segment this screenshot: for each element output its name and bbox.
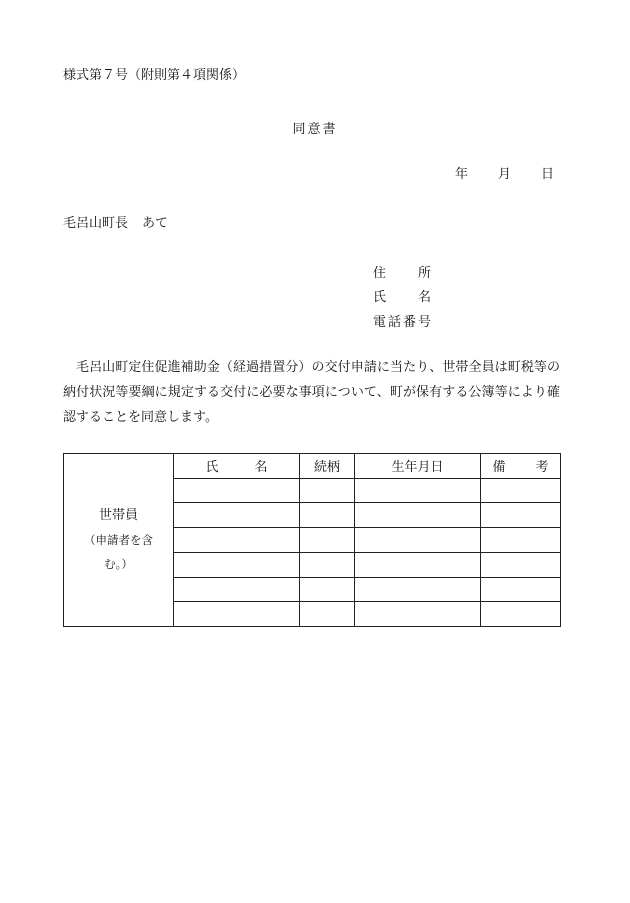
- member-remarks-cell[interactable]: [481, 503, 561, 528]
- column-header-relationship: 続柄: [300, 454, 355, 479]
- column-header-name: 氏名: [174, 454, 300, 479]
- address-label: 住所: [373, 266, 431, 281]
- date-year-label: 年: [455, 167, 469, 182]
- addressee-suffix: あて: [142, 216, 169, 231]
- household-label: 世帯員: [98, 508, 138, 523]
- name-label: 氏名: [373, 290, 431, 305]
- member-name-cell[interactable]: [174, 478, 300, 503]
- document-title: 同意書: [292, 122, 338, 137]
- member-name-cell[interactable]: [174, 552, 300, 577]
- member-relationship-cell[interactable]: [300, 478, 355, 503]
- member-remarks-cell[interactable]: [481, 552, 561, 577]
- member-relationship-cell[interactable]: [300, 552, 355, 577]
- column-header-remarks: 備考: [481, 454, 561, 479]
- member-name-cell[interactable]: [174, 577, 300, 602]
- member-relationship-cell[interactable]: [300, 503, 355, 528]
- member-remarks-cell[interactable]: [481, 602, 561, 627]
- member-relationship-cell[interactable]: [300, 528, 355, 553]
- member-relationship-cell[interactable]: [300, 577, 355, 602]
- member-remarks-cell[interactable]: [481, 478, 561, 503]
- member-birthdate-cell[interactable]: [355, 528, 481, 553]
- household-row-header: [64, 454, 174, 627]
- addressee: [63, 212, 168, 231]
- form-number: 様式第７号（附則第４項関係）: [63, 68, 246, 83]
- member-remarks-cell[interactable]: [481, 528, 561, 553]
- phone-label: 電話番号: [373, 315, 431, 330]
- consent-statement: 毛呂山町定住促進補助金（経過措置分）の交付申請に当たり、世帯全員は町税等の納付状況等要綱に規定する交付に必要な事項について、町が保有する公簿等により確認することを同意します。: [63, 360, 560, 425]
- addressee-name: 毛呂山町長: [63, 216, 129, 231]
- date-month-label: 月: [498, 167, 512, 182]
- member-remarks-cell[interactable]: [481, 577, 561, 602]
- member-birthdate-cell[interactable]: [355, 552, 481, 577]
- member-birthdate-cell[interactable]: [355, 602, 481, 627]
- member-name-cell[interactable]: [174, 528, 300, 553]
- household-note-line1: （申請者を含: [84, 533, 153, 547]
- member-name-cell[interactable]: [174, 503, 300, 528]
- member-birthdate-cell[interactable]: [355, 503, 481, 528]
- household-note-line2: む。）: [104, 557, 133, 571]
- date-day-label: 日: [541, 167, 555, 182]
- member-name-cell[interactable]: [174, 602, 300, 627]
- member-birthdate-cell[interactable]: [355, 478, 481, 503]
- column-header-birthdate: 生年月日: [355, 454, 481, 479]
- table-header-row: [64, 454, 561, 479]
- household-members-table: [63, 453, 561, 627]
- member-relationship-cell[interactable]: [300, 602, 355, 627]
- date-line: [455, 163, 554, 182]
- member-birthdate-cell[interactable]: [355, 577, 481, 602]
